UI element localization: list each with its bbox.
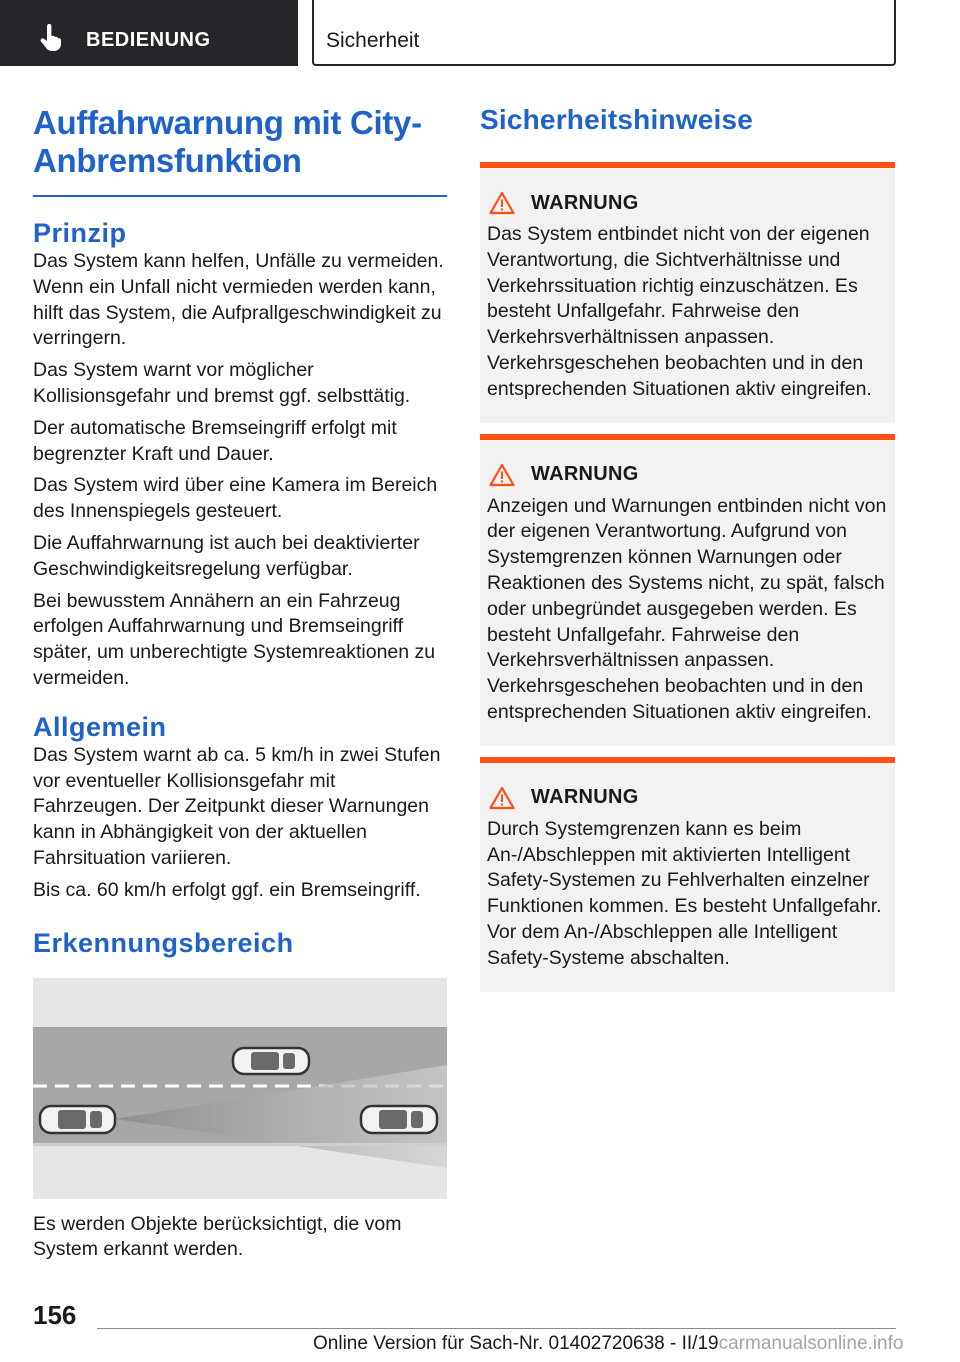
warning-triangle-icon (489, 191, 515, 215)
warning-text: Anzeigen und Warnungen entbinden nicht von der eigenen Verantwortung. Aufgrund von Systemgrenzen können Warnungen oder Reaktionen des Systems nicht, zu spät, falsch oder unbegründet ausgegeben werden. Es besteht Unfallgefahr. Fahrweise den Verkehrsverhältnissen anpassen. Verkehrsgeschehen beobachten und in den entsprechenden Situationen aktiv eingreifen. (487, 494, 887, 723)
paragraph: Das System warnt ab ca. 5 km/h in zwei Stufen vor eventueller Kollisionsgefahr mit Fahrzeugen. Der Zeitpunkt dieser Warnungen kann in Abhängigkeit von der aktuellen Fahrsituation variieren. (33, 743, 441, 869)
paragraph: Bis ca. 60 km/h erfolgt ggf. ein Bremseingriff. (33, 878, 421, 901)
heading-erkennungsbereich: Erkennungsbereich (33, 927, 294, 958)
warning-box (480, 434, 895, 746)
warning-label: WARNUNG (531, 463, 639, 486)
right-column (480, 104, 895, 992)
road-diagram (33, 978, 447, 1199)
warning-header (487, 190, 888, 216)
paragraph: Das System wird über eine Kamera im Bereich des Innenspiegels gesteuert. (33, 474, 438, 523)
page-number: 156 (33, 1300, 77, 1330)
footer-text (313, 1333, 903, 1355)
section-tab[interactable] (312, 0, 896, 66)
title-divider (33, 195, 447, 197)
warning-text: Durch Systemgrenzen kann es beim An-/Abschleppen mit aktivierten Intelligent Safety-Systemen zu Fehlverhalten einzelner Funktionen kommen. Es besteht Unfallgefahr. Vor dem An-/Abschleppen alle Intelligent Safety-Systeme abschalten. (487, 817, 882, 969)
watermark: carmanualsonline.info (718, 1333, 904, 1354)
chapter-label: BEDIENUNG (86, 29, 211, 51)
left-column (33, 104, 447, 1263)
warning-box (480, 162, 895, 423)
paragraph: Bei bewusstem Annähern an ein Fahrzeug erfolgen Auffahrwarnung und Bremseingriff später, um unberechtigte Systemreaktionen zu vermeiden. (33, 589, 436, 689)
chapter-tab[interactable] (0, 0, 298, 66)
warning-triangle-icon (489, 786, 515, 810)
page-title: Auffahrwarnung mit City-Anbremsfunktion (33, 104, 422, 179)
allgemein-body (33, 743, 447, 904)
warning-header (487, 785, 888, 811)
section-label: Sicherheit (326, 29, 420, 52)
figure-caption: Es werden Objekte berücksichtigt, die vom System erkannt werden. (33, 1212, 402, 1261)
paragraph: Die Auffahrwarnung ist auch bei deaktivierter Geschwindigkeitsregelung verfügbar. (33, 531, 420, 580)
paragraph: Der automatische Bremseingriff erfolgt mit begrenzter Kraft und Dauer. (33, 416, 397, 465)
paragraph: Das System kann helfen, Unfälle zu vermeiden. Wenn ein Unfall nicht vermieden werden kann, hilft das System, die Aufprallgeschwindigkeit zu verringern. (33, 250, 444, 350)
footer-divider (97, 1328, 896, 1329)
car-icon (40, 1106, 115, 1133)
detection-range-illustration (33, 978, 447, 1199)
warning-header (487, 462, 888, 488)
warning-triangle-icon (489, 463, 515, 487)
prinzip-body (33, 249, 447, 692)
paragraph: Das System warnt vor möglicher Kollisionsgefahr und bremst ggf. selbsttätig. (33, 359, 411, 407)
warning-box (480, 757, 895, 992)
heading-allgemein: Allgemein (33, 711, 167, 742)
page-header (0, 0, 960, 66)
heading-prinzip: Prinzip (33, 218, 127, 248)
safety-title: Sicherheitshinweise (480, 104, 754, 135)
pointing-hand-icon (38, 24, 64, 52)
online-version-text: Online Version für Sach-Nr. 01402720638 - II/19 (313, 1333, 719, 1354)
warning-text: Das System entbindet nicht von der eigenen Verantwortung, die Sichtverhältnisse und Verkehrssituation richtig einzuschätzen. Es besteht Unfallgefahr. Fahrweise den Verkehrsverhältnissen anpassen. Verkehrsgeschehen beobachten und in den entsprechenden Situationen aktiv eingreifen. (487, 223, 872, 400)
car-icon (233, 1048, 309, 1074)
warning-label: WARNUNG (531, 191, 639, 214)
car-icon (361, 1106, 437, 1133)
warning-label: WARNUNG (531, 786, 639, 809)
